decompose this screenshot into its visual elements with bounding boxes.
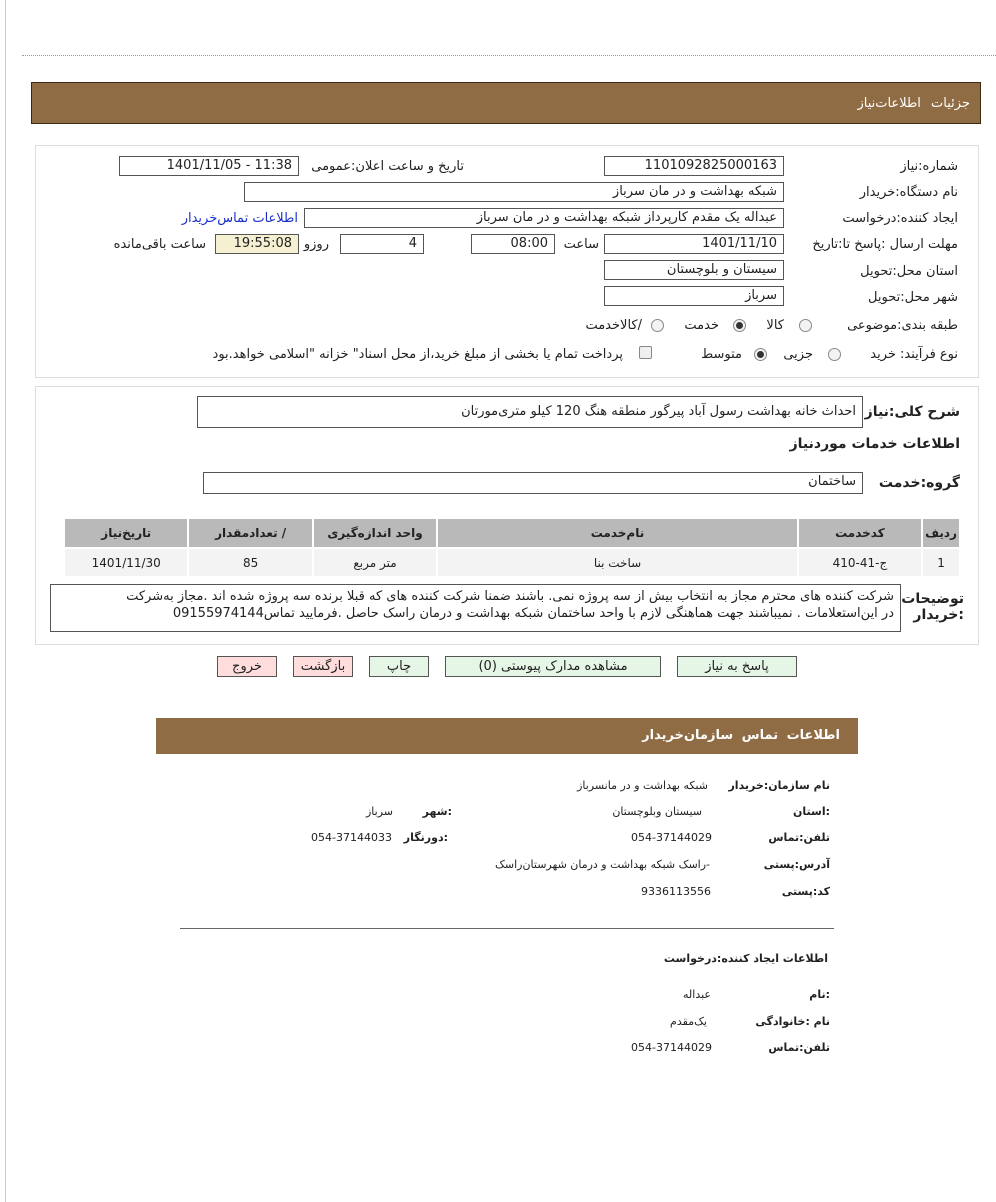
- cell-quantity: 85: [189, 549, 311, 576]
- creator-name-label: :نام: [809, 988, 830, 1001]
- contact-phone-label: تلفن:تماس: [768, 831, 830, 844]
- dotted-divider: [22, 55, 996, 56]
- contact-org-value: شبکه بهداشت و در مانسرباز: [577, 779, 708, 792]
- left-border: [5, 0, 6, 1202]
- deadline-time-field: 08:00: [471, 234, 555, 254]
- category-goods-service-label: /کالاخدمت: [585, 318, 642, 333]
- attachments-button[interactable]: مشاهده مدارک پیوستی (0): [445, 656, 661, 677]
- city-label: شهر محل:تحویل: [868, 290, 958, 305]
- services-title: اطلاعات خدمات موردنیاز: [789, 436, 960, 452]
- creator-family-label: نام :خانوادگی: [755, 1015, 830, 1028]
- services-table: [63, 517, 961, 578]
- cell-need-date: 1401/11/30: [65, 549, 187, 576]
- need-number-field: 1101092825000163: [604, 156, 784, 176]
- contact-address-value: -راسک شبکه بهداشت و درمان شهرستان‌راسک: [495, 858, 710, 871]
- category-service-label: خدمت: [684, 318, 719, 333]
- need-number-label: شماره:نیاز: [900, 159, 958, 174]
- col-unit: واحد اندازه‌گیری: [314, 519, 436, 547]
- contact-org-label: نام سازمان:خریدار: [728, 779, 830, 792]
- table-row: [65, 549, 959, 576]
- page-title: جزئیات اطلاعات‌نیاز: [857, 96, 970, 111]
- city-field: سرباز: [604, 286, 784, 306]
- contact-fax-value: 054-37144033: [311, 831, 392, 844]
- province-field: سیستان و بلوچستان: [604, 260, 784, 280]
- contact-province-value: سیستان وبلوچستان: [612, 805, 702, 818]
- treasury-payment-checkbox[interactable]: [639, 346, 652, 359]
- creator-info-title: اطلاعات ایجاد کننده:درخواست: [663, 952, 828, 965]
- process-medium-label: متوسط: [701, 347, 742, 362]
- back-button[interactable]: بازگشت: [293, 656, 353, 677]
- creator-label: ایجاد کننده:درخواست: [842, 211, 958, 226]
- description-field: احداث خانه بهداشت رسول آباد پیرگور منطقه هنگ 120 کیلو متری‌مورتان: [197, 396, 863, 428]
- col-row: ردیف: [923, 519, 959, 547]
- buyer-notes-line2: در این‌استعلامات . نمیباشند جهت هماهنگی لازم با واحد ساختمان شبکه بهداشت و درمان راسک حاصل .فرمایید تماس09155974144: [172, 606, 894, 621]
- buyer-org-field: شبکه بهداشت و در مان سرباز: [244, 182, 784, 202]
- creator-phone-label: تلفن:تماس: [768, 1041, 830, 1054]
- col-need-date: تاریخ‌نیاز: [65, 519, 187, 547]
- category-goods-service-radio[interactable]: [651, 319, 664, 332]
- contact-postal-label: کد:پستی: [781, 885, 830, 898]
- announce-field: 1401/11/05 - 11:38: [119, 156, 299, 176]
- buyer-contact-link[interactable]: اطلاعات تماس‌خریدار: [181, 211, 298, 226]
- creator-field: عبداله یک مقدم کارپرداز شبکه بهداشت و در مان سرباز: [304, 208, 784, 228]
- contact-province-label: :استان: [793, 805, 830, 818]
- contact-postal-value: 9336113556: [641, 885, 711, 898]
- category-service-radio[interactable]: [733, 319, 746, 332]
- buyer-notes-label: توضیحات :خریدار: [901, 591, 964, 623]
- process-label: نوع فرآیند: خرید: [870, 347, 958, 362]
- cell-service-name: ساخت بنا: [438, 549, 797, 576]
- cell-unit: متر مربع: [314, 549, 436, 576]
- col-service-name: نام‌خدمت: [438, 519, 797, 547]
- province-label: استان محل:تحویل: [860, 264, 958, 279]
- announce-label: تاریخ و ساعت اعلان:عمومی: [311, 159, 464, 174]
- creator-phone-value: 054-37144029: [631, 1041, 712, 1054]
- buyer-org-label: نام دستگاه:خریدار: [859, 185, 958, 200]
- print-button[interactable]: چاپ: [369, 656, 429, 677]
- process-minor-label: جزیی: [783, 347, 813, 362]
- buyer-notes-line1: شرکت کننده های محترم مجاز به انتخاب بیش از سه پروژه نمی. باشند ضمنا شرکت کننده های که قبلا برنده سه پروژه شده اند .مجاز به‌شرکت: [126, 589, 894, 604]
- contact-address-label: آدرس:پستی: [763, 858, 830, 871]
- services-panel: [35, 386, 979, 645]
- col-quantity: / تعدادمقدار: [189, 519, 311, 547]
- category-label: طبقه بندی:موضوعی: [847, 318, 958, 333]
- deadline-label: مهلت ارسال :پاسخ تا:تاریخ: [812, 237, 958, 252]
- description-label: شرح کلی:نیاز: [864, 404, 960, 420]
- need-info-panel: [35, 145, 979, 378]
- remaining-label: ساعت باقی‌مانده: [113, 237, 206, 252]
- exit-button[interactable]: خروج: [217, 656, 277, 677]
- creator-name-value: عبداله: [683, 988, 711, 1001]
- cell-row: 1: [923, 549, 959, 576]
- deadline-date-field: 1401/11/10: [604, 234, 784, 254]
- buyer-notes-box: [50, 584, 901, 632]
- day-label: روزو: [303, 237, 329, 252]
- category-goods-radio[interactable]: [799, 319, 812, 332]
- service-group-label: گروه:خدمت: [878, 475, 960, 491]
- process-minor-radio[interactable]: [828, 348, 841, 361]
- creator-family-value: یک‌مقدم: [670, 1015, 707, 1028]
- process-medium-radio[interactable]: [754, 348, 767, 361]
- remaining-time-field: 19:55:08: [215, 234, 299, 254]
- contact-fax-label: :دورنگار: [403, 831, 448, 844]
- contact-title: اطلاعات تماس سازمان‌خریدار: [642, 728, 840, 743]
- contact-header: [156, 718, 858, 754]
- table-header-row: [65, 519, 959, 547]
- col-service-code: کدخدمت: [799, 519, 921, 547]
- days-field: 4: [340, 234, 424, 254]
- contact-city-label: :شهر: [422, 805, 452, 818]
- cell-service-code: ج-41-410: [799, 549, 921, 576]
- section-divider: [180, 928, 834, 929]
- treasury-payment-note: پرداخت تمام یا بخشی از مبلغ خرید،از محل اسناد" خزانه "اسلامی خواهد.بود: [212, 347, 623, 362]
- reply-button[interactable]: پاسخ به نیاز: [677, 656, 797, 677]
- contact-city-value: سرباز: [365, 805, 393, 818]
- contact-phone-value: 054-37144029: [631, 831, 712, 844]
- service-group-field: ساختمان: [203, 472, 863, 494]
- hour-label: ساعت: [563, 237, 599, 252]
- page-header: [31, 82, 981, 124]
- category-goods-label: کالا: [766, 318, 784, 333]
